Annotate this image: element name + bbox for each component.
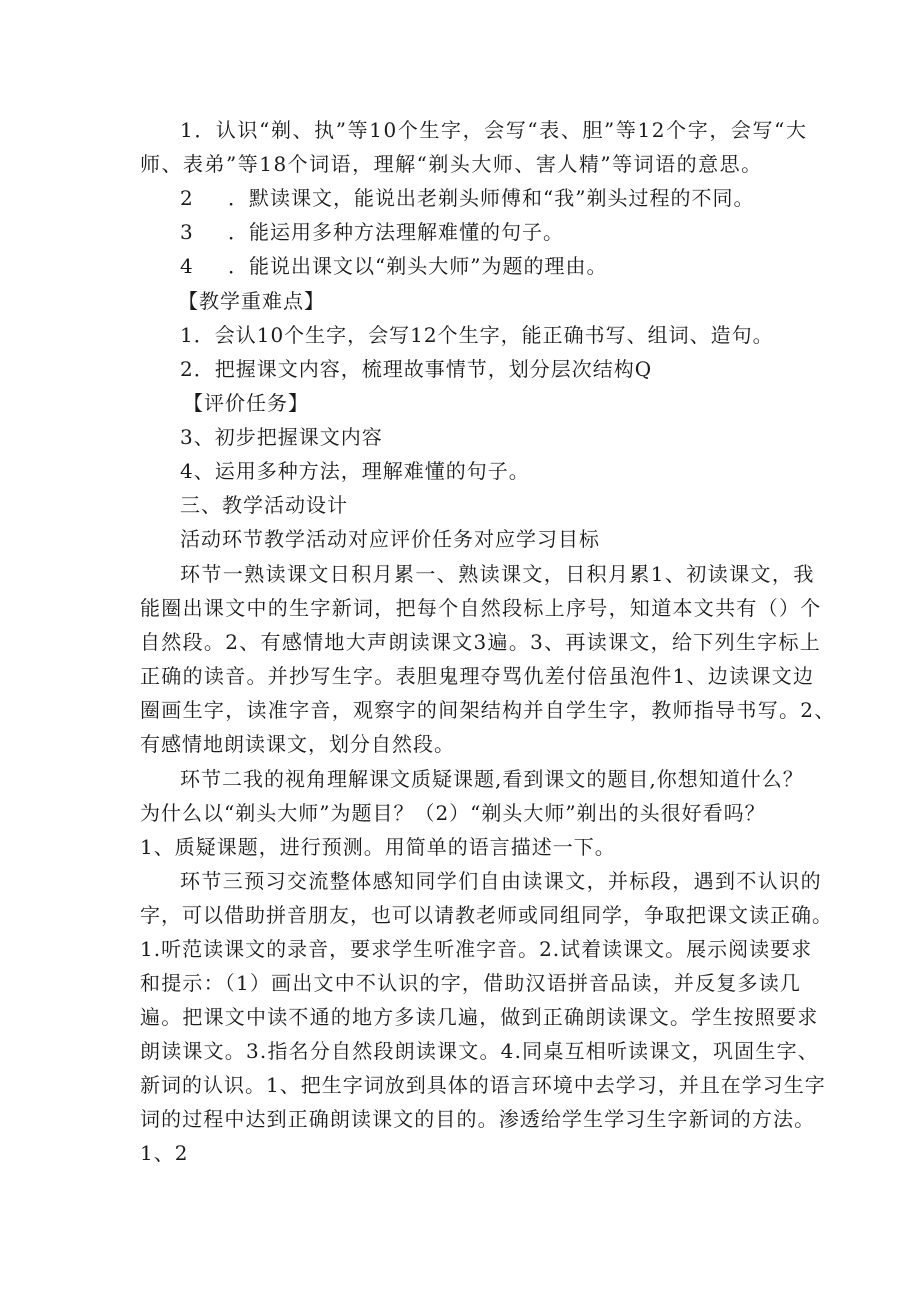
key-point-2: 2．把握课文内容，梳理故事情节，划分层次结构Q <box>180 357 653 381</box>
objective-1-line-1: 1．认识“剃、执”等10个生字，会写“表、胆”等12个字，会写“大 <box>180 118 808 142</box>
stage-3-line-3: 1.听范读课文的录音，要求学生听准字音。2.试着读课文。展示阅读要求 <box>140 937 813 961</box>
stage-3-line-7: 新词的认识。1、把生字词放到具体的语言环境中去学习，并且在学习生字 <box>140 1073 826 1097</box>
objective-3-number: 3 <box>180 220 194 244</box>
stage-3-line-4: 和提示：（1）画出文中不认识的字，借助汉语拼音品读，并反复多读几 <box>140 971 802 995</box>
objective-2-number: 2 <box>180 186 194 210</box>
stage-1-line-4: 正确的读音。并抄写生字。表胆鬼理夺骂仇差付倍虽泡件1、边读课文边 <box>140 664 815 688</box>
activity-table-header: 活动环节教学活动对应评价任务对应学习目标 <box>180 527 600 551</box>
stage-2-line-1: 环节二我的视角理解课文质疑课题,看到课文的题目,你想知道什么？ <box>180 767 804 791</box>
stage-1-line-2: 能圈出课文中的生字新词，把每个自然段标上序号，知道本文共有（）个 <box>140 596 822 620</box>
objective-1-line-2: 师、表弟”等18个词语，理解“剃头大师、害人精”等词语的意思。 <box>140 152 763 176</box>
stage-3-line-2: 字，可以借助拼音朋友，也可以请教老师或同组同学，争取把课文读正确。 <box>140 903 833 927</box>
objective-3-text: ．能运用多种方法理解难懂的句子。 <box>228 220 564 244</box>
objective-4-number: 4 <box>180 254 194 278</box>
stage-3-line-1: 环节三预习交流整体感知同学们自由读课文，并标段，遇到不认识的 <box>180 869 822 893</box>
stage-2-line-3: 1、质疑课题，进行预测。用简单的语言描述一下。 <box>140 835 616 859</box>
key-point-1: 1．会认10个生字，会写12个生字，能正确书写、组词、造句。 <box>180 323 774 347</box>
key-points-heading: 【教学重难点】 <box>178 289 325 313</box>
objective-3 <box>180 219 564 245</box>
stage-1-line-3: 自然段。2、有感情地大声朗读课文3遍。3、再读课文，给下列生字标上 <box>140 630 822 654</box>
task-2: 4、运用多种方法，理解难懂的句子。 <box>180 459 530 483</box>
stage-3-line-6: 朗读课文。3.指名分自然段朗读课文。4.同桌互相听读课文，巩固生字、 <box>140 1039 819 1063</box>
stage-2-line-2: 为什么以“剃头大师”为题目？（2）“剃头大师”剃出的头很好看吗？ <box>140 801 766 825</box>
objective-2-text: ．默读课文，能说出老剃头师傅和“我”剃头过程的不同。 <box>228 186 755 210</box>
stage-3-line-8: 词的过程中达到正确朗读课文的目的。渗透给学生学习生字新词的方法。 <box>140 1107 816 1131</box>
tasks-heading: 【评价任务】 <box>183 391 309 415</box>
stage-3-line-5: 遍。把课文中读不通的地方多读几遍，做到正确朗读课文。学生按照要求 <box>140 1005 819 1029</box>
stage-1-line-6: 有感情地朗读课文，划分自然段。 <box>140 732 455 756</box>
stage-1-line-5: 圈画生字，读准字音，观察字的间架结构并自学生字，教师指导书写。2、 <box>140 698 836 722</box>
section-3-heading: 三、教学活动设计 <box>180 493 348 517</box>
objective-2 <box>180 185 754 211</box>
stage-1-line-1: 环节一熟读课文日积月累一、熟读课文，日积月累1、初读课文，我 <box>180 562 815 586</box>
task-1: 3、初步把握课文内容 <box>180 425 383 449</box>
stage-3-line-9: 1、2 <box>140 1141 189 1165</box>
objective-4 <box>180 253 607 279</box>
objective-4-text: ．能说出课文以“剃头大师”为题的理由。 <box>228 254 608 278</box>
